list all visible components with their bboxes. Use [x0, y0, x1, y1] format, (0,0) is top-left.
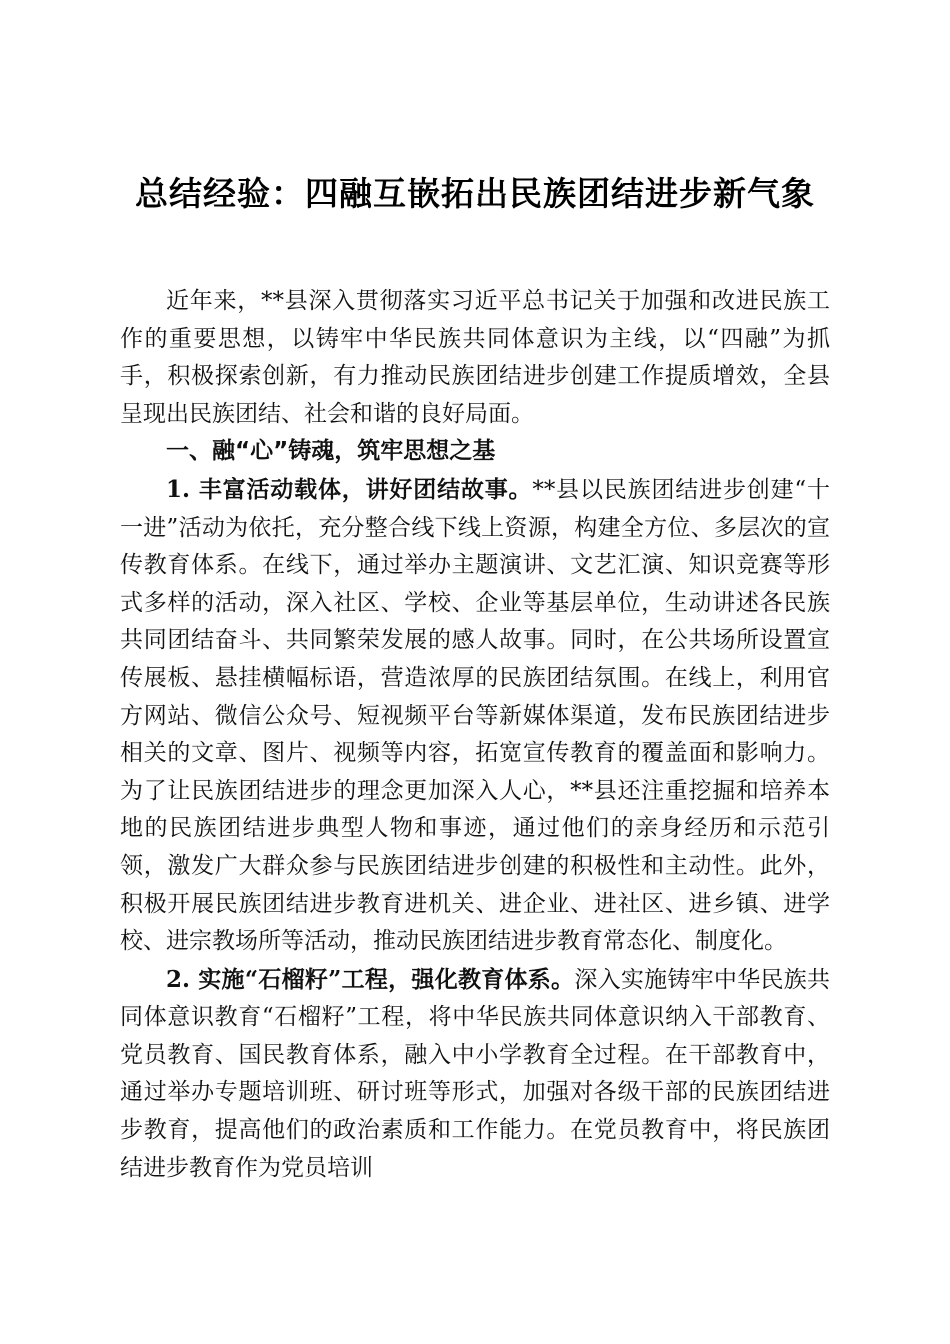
section-heading: 一、融“心”铸魂，筑牢思想之基: [166, 438, 496, 465]
item-1-body: **县以民族团结进步创建“十一进”活动为依托，充分整合线下线上资源，构建全方位、多层次的宣传教育体系。在线下，通过举办主题演讲、文艺汇演、知识竞赛等形式多样的活动，深入社区、学校、企业等基层单位，生动讲述各民族共同团结奋斗、共同繁荣发展的感人故事。同时，在公共场所设置宣传展板、悬挂横幅标语，营造浓厚的民族团结氛围。在线上，利用官方网站、微信公众号、短视频平台等新媒体渠道，发布民族团结进步相关的文章、图片、视频等内容，拓宽宣传教育的覆盖面和影响力。为了让民族团结进步的理念更加深入人心，**县还注重挖掘和培养本地的民族团结进步典型人物和事迹，通过他们的亲身经历和示范引领，激发广大群众参与民族团结进步创建的积极性和主动性。此外，积极开展民族团结进步教育进机关、进企业、进社区、进乡镇、进学校、进宗教场所等活动，推动民族团结进步教育常态化、制度化。: [120, 476, 830, 955]
item-2-body: 深入实施铸牢中华民族共同体意识教育“石榴籽”工程，将中华民族共同体意识纳入干部教育、党员教育、国民教育体系，融入中小学教育全过程。在干部教育中，通过举办专题培训班、研讨班等形式，加强对各级干部的民族团结进步教育，提高他们的政治素质和工作能力。在党员教育中，将民族团结进步教育作为党员培训: [120, 966, 830, 1181]
item-2-lead: 2. 实施“石榴籽”工程，强化教育体系。: [166, 965, 575, 993]
intro-paragraph: 近年来，**县深入贯彻落实习近平总书记关于加强和改进民族工作的重要思想，以铸牢中华民族共同体意识为主线，以“四融”为抓手，积极探索创新，有力推动民族团结进步创建工作提质增效，全县呈现出民族团结、社会和谐的良好局面。: [120, 288, 830, 427]
item-1-paragraph: [120, 471, 830, 961]
document-body: [120, 283, 830, 1187]
document-title: 总结经验：四融互嵌拓出民族团结进步新气象: [135, 174, 815, 213]
item-1-lead: 1. 丰富活动载体，讲好团结故事。: [166, 475, 533, 503]
item-2-paragraph: [120, 961, 830, 1188]
